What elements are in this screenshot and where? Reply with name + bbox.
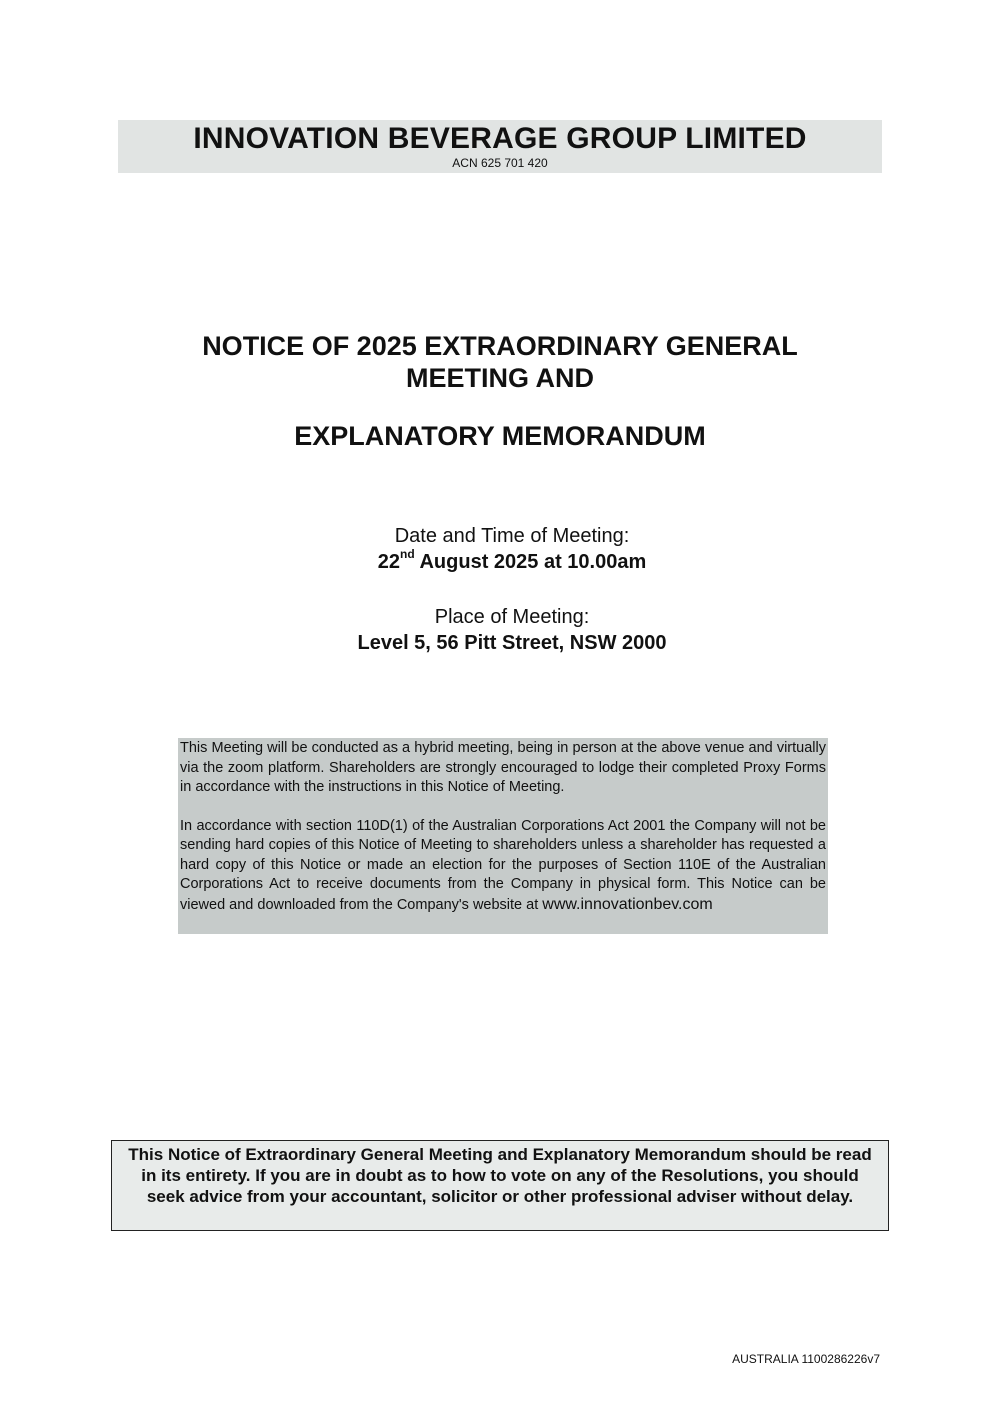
- meeting-date-rest: August 2025 at 10.00am: [414, 551, 647, 573]
- company-header: [118, 120, 882, 173]
- notice-title-line-2: MEETING AND: [406, 363, 594, 393]
- meeting-place-block: [262, 604, 762, 656]
- notice-title-line-1: NOTICE OF 2025 EXTRAORDINARY GENERAL: [202, 331, 798, 361]
- meeting-date-day: 22: [377, 551, 400, 573]
- warning-text: This Notice of Extraordinary General Meeting and Explanatory Memorandum should be read in its entirety. If you are in doubt as to how to vote on any of the Resolutions, you should seek advice from your accountant, solicitor or other professional adviser without delay.: [128, 1145, 872, 1206]
- meeting-date-label: Date and Time of Meeting:: [394, 525, 630, 547]
- hybrid-meeting-info-box: [178, 738, 828, 934]
- notice-title: [150, 330, 850, 394]
- company-website-link[interactable]: www.innovationbev.com: [542, 895, 713, 913]
- document-reference: AUSTRALIA 1100286226v7: [732, 1352, 880, 1366]
- read-entirety-warning-box: [111, 1140, 889, 1231]
- meeting-place-value: Level 5, 56 Pitt Street, NSW 2000: [357, 632, 667, 654]
- company-acn: ACN 625 701 420: [452, 156, 548, 170]
- meeting-date-suffix: nd: [399, 547, 415, 562]
- hybrid-meeting-paragraph: This Meeting will be conducted as a hybrid meeting, being in person at the above venue and virtually via the zoom platform. Shareholders are strongly encouraged to lodge their completed Proxy Forms in accordance with the instructions in this Notice of Meeting.: [180, 740, 826, 795]
- meeting-date-value: [262, 549, 762, 575]
- company-name: INNOVATION BEVERAGE GROUP LIMITED: [193, 122, 807, 155]
- memorandum-title: EXPLANATORY MEMORANDUM: [294, 421, 706, 451]
- electronic-notice-text: In accordance with section 110D(1) of the Australian Corporations Act 2001 the Company will not be sending hard copies of this Notice of Meeting to shareholders unless a shareholder has requested a hard copy of this Notice or made an election for the purposes of Section 110E of the Australian Corporations Act to receive documents from the Company in physical form. This Notice can be viewed and downloaded from the Company's website at: [180, 817, 826, 913]
- meeting-date-block: [262, 523, 762, 575]
- meeting-place-label: Place of Meeting:: [434, 606, 590, 628]
- electronic-notice-paragraph: [180, 817, 826, 916]
